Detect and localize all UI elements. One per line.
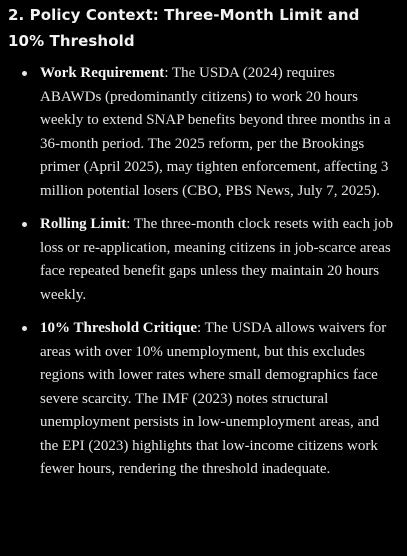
bullet-icon [22, 71, 27, 76]
list-item-threshold-critique [8, 317, 399, 482]
item-text: : The three-month clock resets with each job loss or re-application, meaning citizens in job-scarce areas face repeated benefit gaps unless they maintain 20 hours weekly. [40, 216, 393, 303]
bullet-icon [22, 222, 27, 227]
item-term: 10% Threshold Critique [40, 320, 197, 336]
list-item-rolling-limit [8, 213, 399, 307]
item-term: Work Requirement [40, 65, 165, 81]
section-heading: 2. Policy Context: Three-Month Limit and 10% Threshold [8, 6, 360, 50]
bullet-list [8, 62, 399, 482]
item-text: : The USDA (2024) requires ABAWDs (predominantly citizens) to work 20 hours weekly to extend SNAP benefits beyond three months in a 36-month period. The 2025 reform, per the Brookings primer (April 2025), may tighten enforcement, affecting 3 million potential losers (CBO, PBS News, July 7, 2025). [40, 65, 391, 199]
item-term: Rolling Limit [40, 216, 127, 232]
list-item-work-requirement [8, 62, 399, 203]
item-text: : The USDA allows waivers for areas with over 10% unemployment, but this excludes regions with lower rates where small demographics face severe scarcity. The IMF (2023) notes structural unemployment persists in low-unemployment areas, and the EPI (2023) highlights that low-income citizens work fewer hours, rendering the threshold inadequate. [40, 320, 387, 477]
bullet-icon [22, 326, 27, 331]
